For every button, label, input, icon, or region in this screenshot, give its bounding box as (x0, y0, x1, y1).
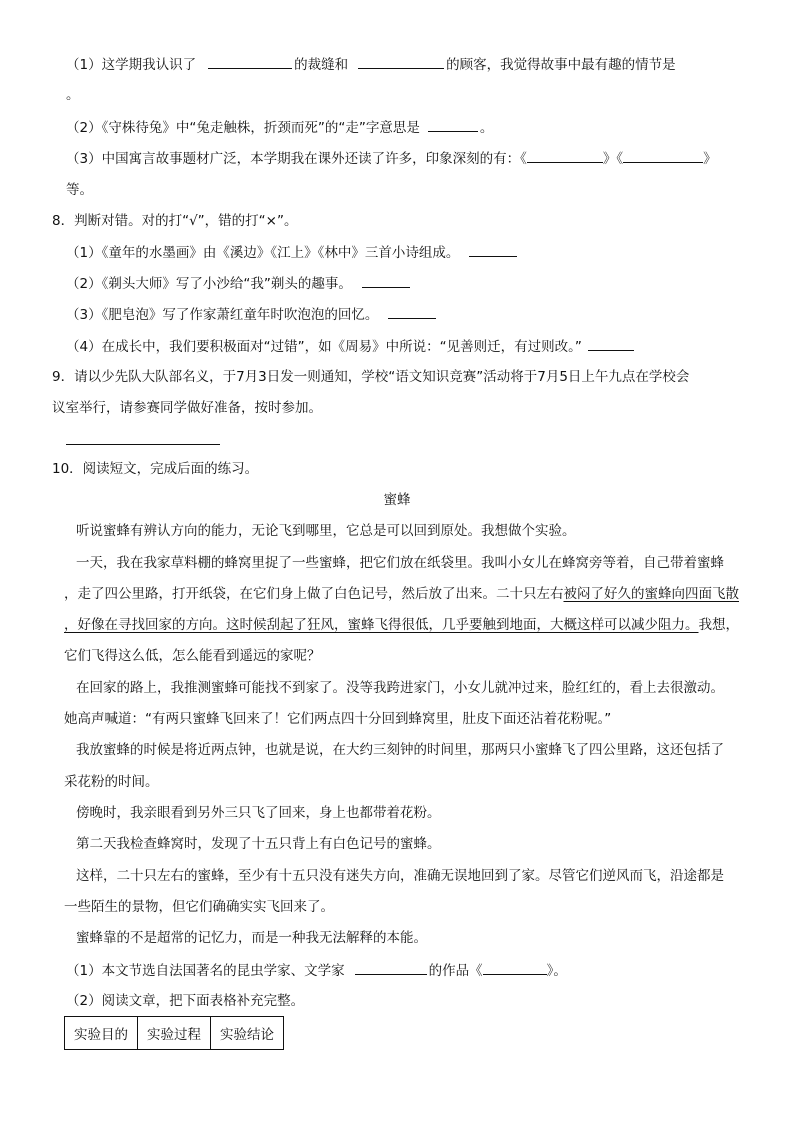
answer-blank[interactable] (355, 960, 427, 975)
q8-item-text: （2）《剃头大师》写了小沙给“我”剃头的趣事。 (66, 276, 352, 292)
passage-p5: 傍晚时，我亲眼看到另外三只飞了回来，身上也都带着花粉。 (76, 805, 441, 821)
answer-blank[interactable] (428, 117, 478, 132)
answer-blank[interactable] (208, 54, 292, 69)
q7-sub3-end: 等。 (66, 182, 93, 198)
q7-sub1-line1 (66, 54, 676, 75)
q8-item-text: （4）在成长中，我们要积极面对“过错”，如《周易》中所说：“见善则迁，有过则改。” (66, 339, 582, 355)
q8-item-2 (66, 273, 410, 294)
q9-answer-blank[interactable] (66, 430, 220, 445)
passage-p7-line2: 一些陌生的景物，但它们确确实实飞回来了。 (64, 899, 334, 915)
q7-sub2-end: 。 (479, 120, 494, 136)
passage-p8: 蜜蜂靠的不是超常的记忆力，而是一种我无法解释的本能。 (76, 930, 427, 946)
q7-sub3-line1 (66, 148, 717, 169)
q7-sub1-text-b: 的裁缝和 (294, 57, 349, 73)
answer-blank[interactable] (527, 148, 603, 163)
passage-p4-line2: 采花粉的时间。 (64, 774, 159, 790)
passage-text: 我想， (698, 617, 739, 633)
passage-p2-line3 (64, 615, 739, 635)
underlined-sentence: ，好像在寻找回家的方向。这时候刮起了狂风，蜜蜂飞得很低，几乎要触到地面，大概这样可以减少阻力。 (64, 617, 699, 633)
q7-sub3-text-c: 》 (703, 151, 717, 167)
passage-p1: 听说蜜蜂有辨认方向的能力，无论飞到哪里，它总是可以回到原处。我想做个实验。 (76, 523, 576, 539)
passage-p3-line1: 在回家的路上，我推测蜜蜂可能找不到家了。没等我跨进家门，小女儿就冲过来，脸红红的，看上去很激动。 (76, 680, 724, 696)
answer-blank[interactable] (469, 242, 517, 257)
q8-item-3 (66, 304, 436, 325)
q10-sub1-line (66, 960, 567, 981)
q8-item-4 (66, 336, 634, 357)
passage-p6: 第二天我检查蜂窝时，发现了十五只背上有白色记号的蜜蜂。 (76, 836, 441, 852)
q8-item-text: （3）《肥皂泡》写了作家萧红童年时吹泡泡的回忆。 (66, 307, 379, 323)
table-header-cell: 实验目的 (65, 1017, 138, 1050)
passage-text: ，走了四公里路，打开纸袋，在它们身上做了白色记号，然后放了出来。二十只左右 (64, 586, 564, 602)
q10-sub1-text-a: （1）本文节选自法国著名的昆虫学家、文学家 (66, 963, 345, 979)
answer-blank[interactable] (388, 304, 436, 319)
passage-p2-line1: 一天，我在我家草料棚的蜂窝里捉了一些蜜蜂，把它们放在纸袋里。我叫小女儿在蜂窝旁等着，自己带着蜜蜂 (76, 555, 724, 571)
q7-sub1-end: 。 (66, 87, 80, 103)
passage-p3-line2: 她高声喊道：“有两只蜜蜂飞回来了！它们两点四十分回到蜂窝里，肚皮下面还沾着花粉呢。” (64, 711, 612, 727)
q8-item-1 (66, 242, 517, 263)
experiment-table (64, 1016, 284, 1050)
q7-sub1-text-a: （1）这学期我认识了 (66, 57, 197, 73)
passage-title: 蜜蜂 (383, 492, 411, 508)
table-row (65, 1017, 284, 1050)
table-header-cell: 实验结论 (211, 1017, 284, 1050)
underlined-sentence: 被闷了好久的蜜蜂向四面飞散 (563, 586, 739, 602)
answer-blank[interactable] (588, 336, 634, 351)
q10-sub1-text-c: 》。 (546, 963, 567, 979)
q7-sub1-text-c: 的顾客，我觉得故事中最有趣的情节是 (446, 57, 676, 73)
q8-item-text: （1）《童年的水墨画》由《溪边》《江上》《林中》三首小诗组成。 (66, 245, 460, 261)
passage-p2-line2 (64, 584, 739, 604)
q7-sub2-text: （2）《守株待兔》中“兔走触株，折颈而死”的“走”字意思是 (66, 120, 420, 136)
q10-stem: 10．阅读短文，完成后面的练习。 (52, 461, 259, 477)
q9-line1: 9．请以少先队大队部名义，于7月3日发一则通知，学校“语文知识竞赛”活动将于7月5日上午九点在学校会 (52, 369, 690, 385)
answer-blank[interactable] (483, 960, 547, 975)
passage-p4-line1: 我放蜜蜂的时候是将近两点钟，也就是说，在大约三刻钟的时间里，那两只小蜜蜂飞了四公里路，这还包括了 (76, 742, 724, 758)
passage-p2-line4: 它们飞得这么低，怎么能看到遥远的家呢？ (64, 648, 321, 664)
answer-blank[interactable] (623, 148, 703, 163)
table-header-cell: 实验过程 (138, 1017, 211, 1050)
q9-line2: 议室举行，请参赛同学做好准备，按时参加。 (52, 400, 322, 416)
q10-sub2-line: （2）阅读文章，把下面表格补充完整。 (66, 993, 305, 1009)
passage-p7-line1: 这样，二十只左右的蜜蜂，至少有十五只没有迷失方向，准确无误地回到了家。尽管它们逆风而飞，沿途都是 (76, 868, 724, 884)
q7-sub3-text-a: （3）中国寓言故事题材广泛，本学期我在课外还读了许多，印象深刻的有：《 (66, 151, 527, 167)
q10-sub1-text-b: 的作品《 (428, 963, 483, 979)
q7-sub3-text-b: 》《 (602, 151, 624, 167)
q7-sub2-line (66, 117, 493, 138)
q8-stem: 8．判断对错。对的打“√”，错的打“×”。 (52, 213, 298, 229)
answer-blank[interactable] (362, 273, 410, 288)
answer-blank[interactable] (358, 54, 444, 69)
